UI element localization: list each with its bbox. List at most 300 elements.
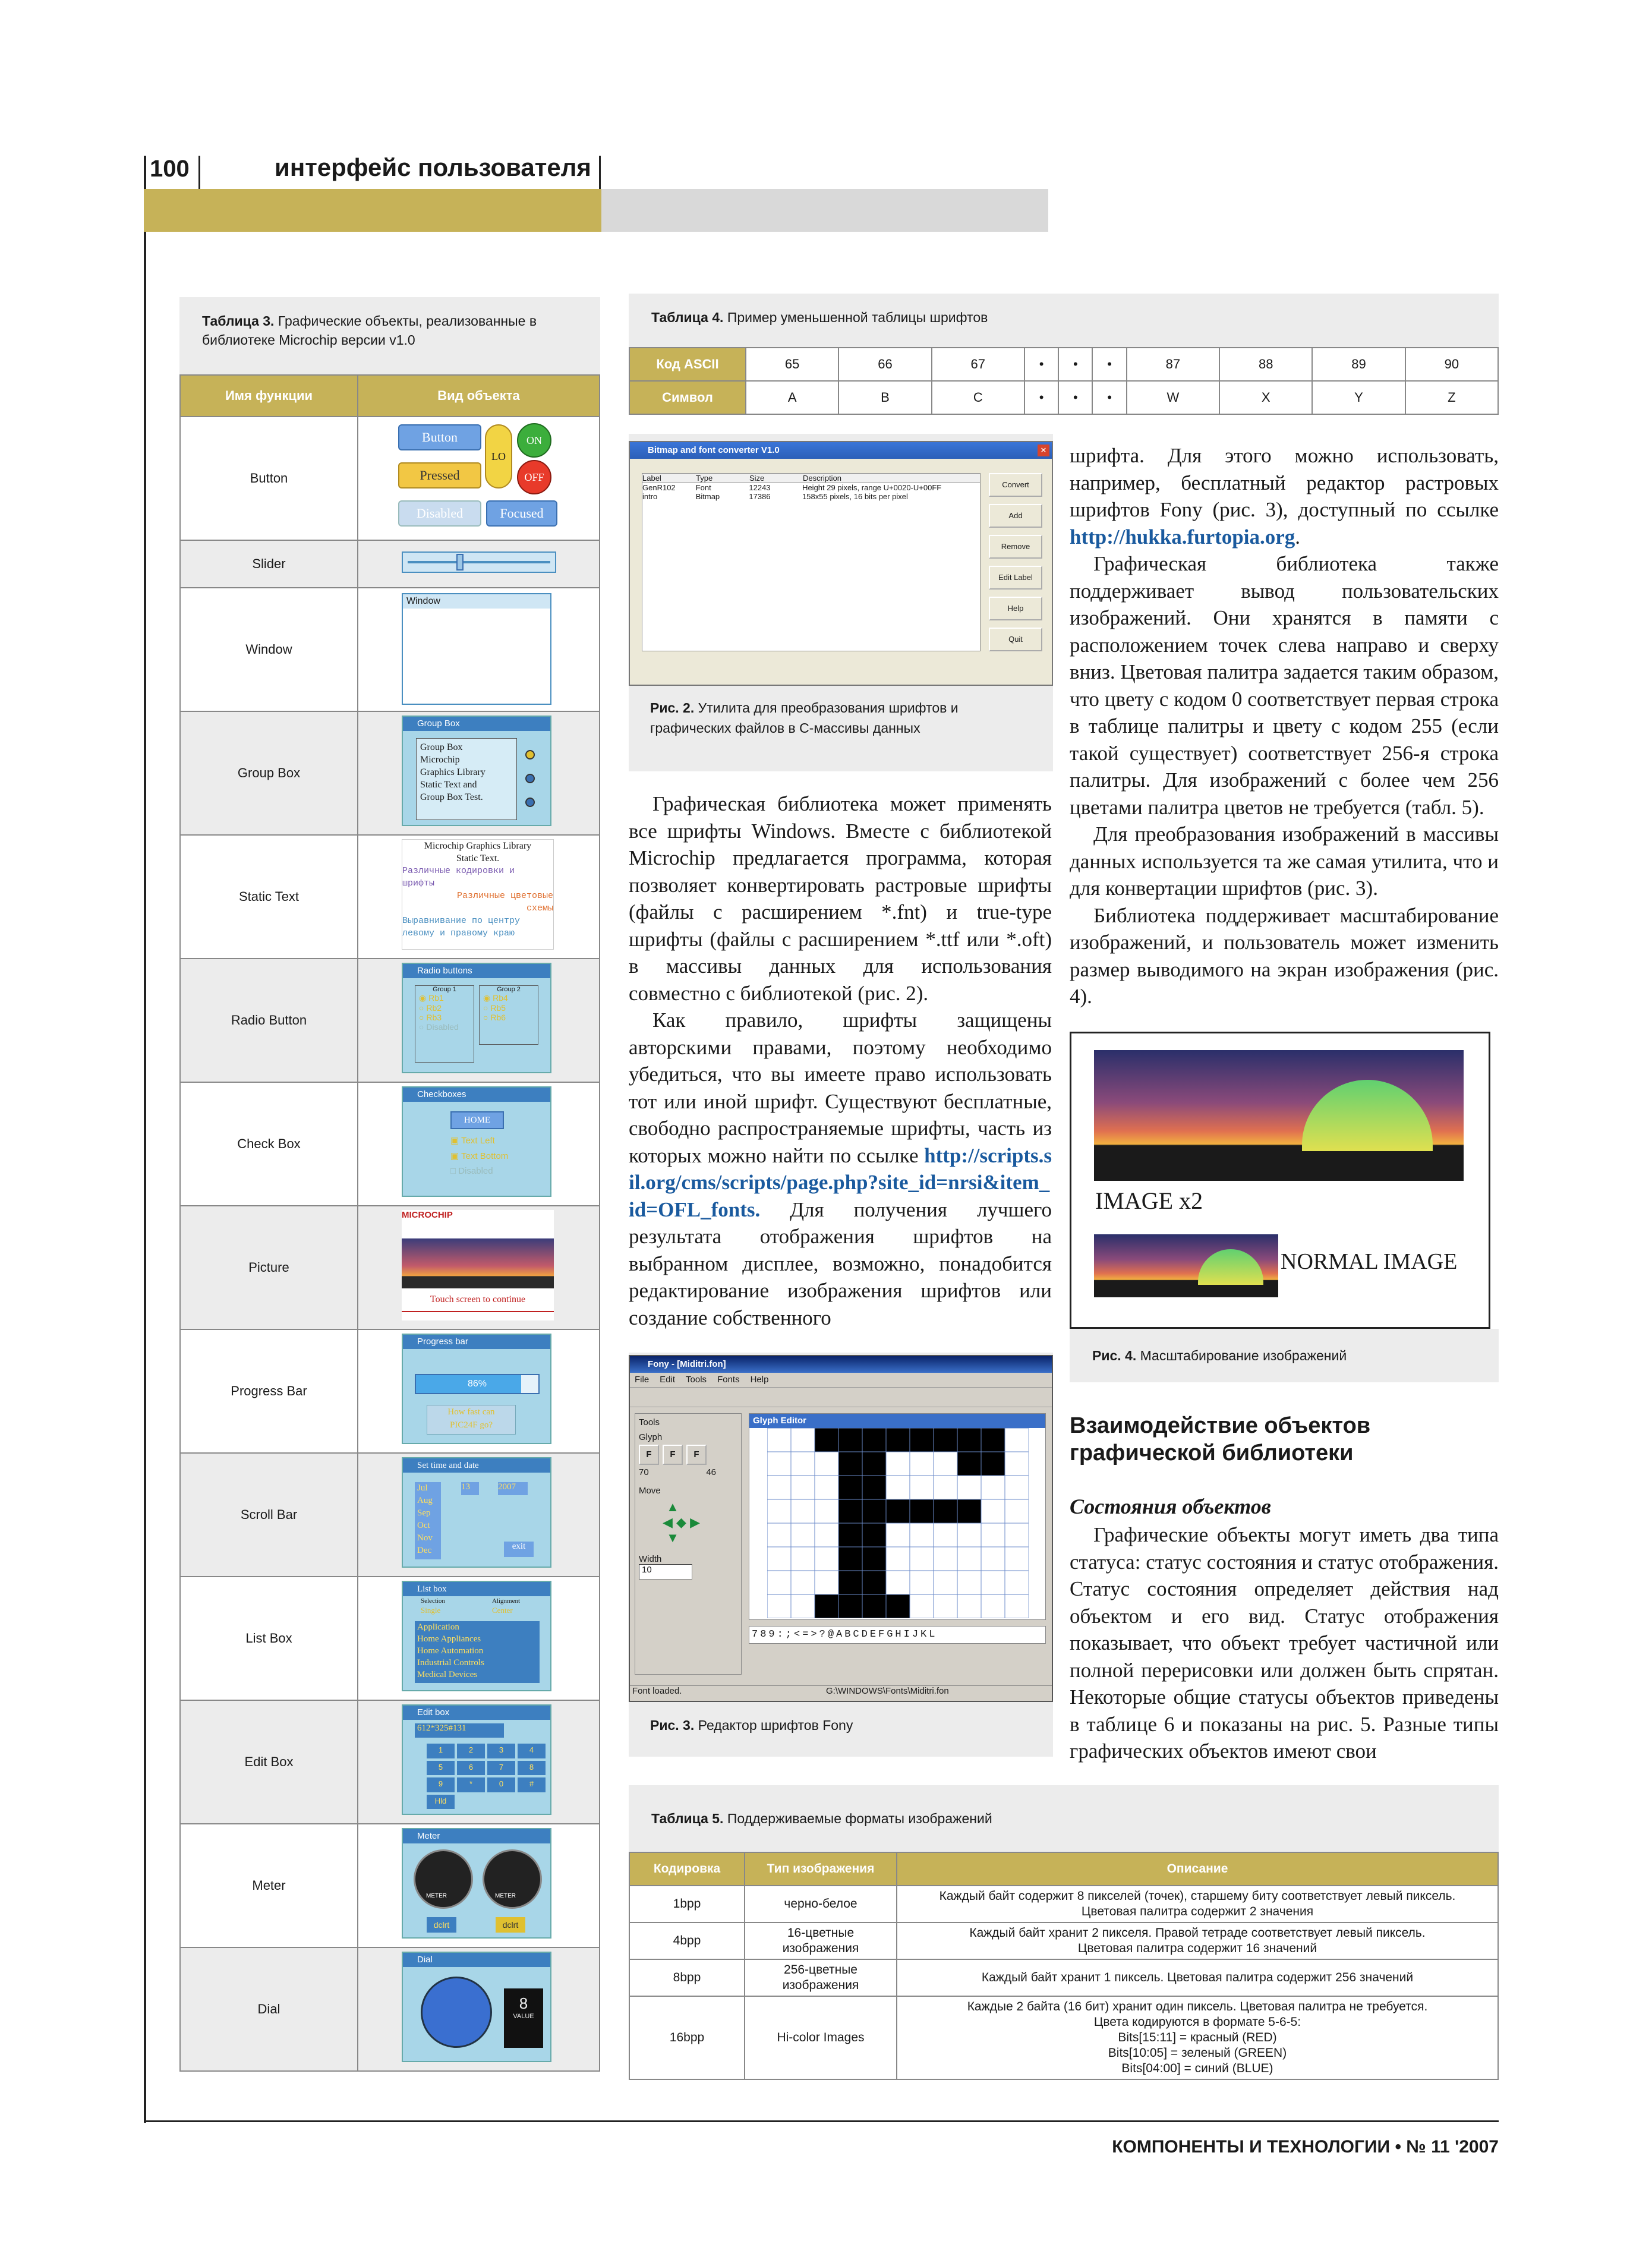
table3-func-name: Static Text bbox=[180, 835, 358, 959]
glyph-pixel[interactable] bbox=[910, 1547, 934, 1571]
glyph-strip[interactable]: 789:;<=>?@ABCDEFGHIJKL bbox=[749, 1626, 1046, 1644]
glyph-pixel[interactable] bbox=[791, 1476, 815, 1499]
editbox-value: 612*325#131 bbox=[415, 1723, 504, 1738]
table5-desc-line: Каждый байт хранит 2 пикселя. Правой тетраде соответствует левый пиксель. bbox=[969, 1926, 1426, 1940]
window-title: Window bbox=[403, 594, 550, 609]
table4-cell: • bbox=[1092, 381, 1126, 414]
glyph-pixel[interactable] bbox=[957, 1428, 981, 1452]
table4-row2-label: Символ bbox=[629, 381, 746, 414]
table4-cell: B bbox=[838, 381, 931, 414]
glyph-editor[interactable] bbox=[749, 1413, 1046, 1620]
glyph-pixel[interactable] bbox=[957, 1452, 981, 1476]
fig3-tools-label: Tools bbox=[639, 1417, 660, 1427]
table5-desc-line: Каждые 2 байта (16 бит) хранит один пиксель. Цветовая палитра не требуется. bbox=[967, 2000, 1428, 2013]
scroll-day: 13 bbox=[461, 1482, 479, 1495]
widget-statictext bbox=[402, 839, 554, 950]
table5-desc-line: Каждый байт содержит 8 пикселей (точек), старшему биту соответствует левый пиксель. bbox=[939, 1889, 1456, 1903]
glyph-pixel[interactable] bbox=[934, 1428, 957, 1452]
table4 bbox=[629, 347, 1499, 415]
table5-caption bbox=[629, 1785, 1499, 1852]
progress-note-2: PIC24F go? bbox=[449, 1420, 493, 1430]
fig3-caption-text: Редактор шрифтов Fony bbox=[698, 1717, 853, 1733]
radio-disabled: ○ Disabled bbox=[419, 1022, 459, 1032]
glyph-pixel[interactable] bbox=[838, 1523, 862, 1547]
glyph-pixel[interactable] bbox=[815, 1428, 838, 1452]
meter-gauge-1 bbox=[414, 1849, 473, 1909]
fig3-window bbox=[629, 1355, 1053, 1702]
glyph-pixel[interactable] bbox=[767, 1476, 791, 1499]
table5-caption-label: Таблица 5. bbox=[651, 1811, 724, 1826]
move-arrows-icon[interactable]: ▲ ◀ ◆ ▶ ▼ bbox=[663, 1499, 700, 1545]
editbox-titlebar: Edit box bbox=[403, 1706, 550, 1720]
glyph-pixel[interactable] bbox=[957, 1594, 981, 1618]
table5-row bbox=[629, 1959, 1498, 1996]
glyph-pixel[interactable] bbox=[838, 1476, 862, 1499]
table5-col-desc: Описание bbox=[897, 1852, 1498, 1886]
table5-desc-line: Цвета кодируются в формате 5-6-5: bbox=[1093, 2015, 1301, 2029]
table5-desc-line: Цветовая палитра содержит 16 значений bbox=[1077, 1941, 1317, 1955]
dial-value: 8 bbox=[519, 1994, 528, 2012]
radio-titlebar: Radio buttons bbox=[403, 964, 550, 978]
table3-col-view: Вид объекта bbox=[358, 375, 600, 417]
table5-row bbox=[629, 1886, 1498, 1922]
scroll-exit: exit bbox=[504, 1542, 534, 1557]
glyph-pixel[interactable] bbox=[838, 1594, 862, 1618]
glyph-pixel[interactable] bbox=[886, 1594, 910, 1618]
glyph-grid[interactable] bbox=[767, 1428, 1029, 1618]
table-row[interactable] bbox=[642, 492, 980, 501]
glyph-pixel[interactable] bbox=[981, 1523, 1005, 1547]
groupbox-line-2: Graphics Library bbox=[420, 767, 485, 777]
glyph-pixel[interactable] bbox=[815, 1476, 838, 1499]
menu-item-file[interactable]: File bbox=[635, 1375, 650, 1385]
glyph-pixel[interactable] bbox=[791, 1571, 815, 1594]
glyph-pixel[interactable] bbox=[791, 1594, 815, 1618]
table3-caption-label: Таблица 3. bbox=[202, 313, 275, 329]
glyph-pixel[interactable] bbox=[934, 1571, 957, 1594]
glyph-pixel[interactable] bbox=[862, 1476, 886, 1499]
header-band-gray bbox=[601, 189, 1048, 232]
table3-func-name: Scroll Bar bbox=[180, 1453, 358, 1577]
glyph-pixel[interactable] bbox=[815, 1547, 838, 1571]
keypad-key: 5 bbox=[427, 1761, 455, 1776]
fig3-width-label: Width bbox=[639, 1554, 662, 1564]
scroll-month: Oct bbox=[417, 1521, 430, 1530]
checkbox-1: ▣ Text Left bbox=[450, 1136, 495, 1146]
groupbox-line-3: Static Text and bbox=[420, 780, 477, 790]
glyph-pixel[interactable] bbox=[767, 1571, 791, 1594]
listbox-items bbox=[415, 1621, 540, 1683]
dial-knob bbox=[421, 1977, 492, 2048]
table5-caption-text: Поддерживаемые форматы изображений bbox=[727, 1811, 992, 1826]
keypad-key: # bbox=[518, 1777, 546, 1792]
keypad-key: 3 bbox=[487, 1744, 515, 1758]
table3-func-name: Dial bbox=[180, 1947, 358, 2071]
glyph-pixel[interactable] bbox=[886, 1547, 910, 1571]
fig2-title: Bitmap and font converter V1.0 bbox=[630, 442, 1052, 459]
table3-func-name: List Box bbox=[180, 1577, 358, 1700]
glyph-pixel[interactable] bbox=[791, 1452, 815, 1476]
glyph-pixel[interactable] bbox=[838, 1452, 862, 1476]
glyph-pixel[interactable] bbox=[886, 1499, 910, 1523]
keypad-key: 7 bbox=[487, 1761, 515, 1776]
glyph-pixel[interactable] bbox=[815, 1452, 838, 1476]
fig2-help-button[interactable]: Help bbox=[989, 597, 1042, 620]
fig2-convert-button[interactable]: Convert bbox=[989, 473, 1042, 497]
glyph-pixel[interactable] bbox=[767, 1428, 791, 1452]
glyph-pixel[interactable] bbox=[862, 1428, 886, 1452]
glyph-pixel[interactable] bbox=[838, 1571, 862, 1594]
table5-enc: 1bpp bbox=[629, 1886, 745, 1922]
scroll-titlebar: Set time and date bbox=[403, 1458, 550, 1473]
fig3-glyph-num-1: 70 bbox=[639, 1467, 649, 1477]
right-column-text-2 bbox=[1070, 1521, 1499, 1765]
fig3-caption bbox=[650, 1715, 1030, 1735]
menu-item-help[interactable]: Help bbox=[750, 1375, 769, 1385]
glyph-pixel[interactable] bbox=[910, 1428, 934, 1452]
glyph-pixel[interactable] bbox=[910, 1523, 934, 1547]
glyph-pixel[interactable] bbox=[910, 1499, 934, 1523]
header-divider bbox=[198, 156, 200, 189]
groupbox-dot bbox=[525, 750, 535, 759]
glyph-pixel[interactable] bbox=[910, 1476, 934, 1499]
table4-cell: A bbox=[746, 381, 838, 414]
glyph-pixel[interactable] bbox=[767, 1452, 791, 1476]
groupbox-line-1: Microchip bbox=[420, 755, 460, 765]
st-line-1: Microchip Graphics Library bbox=[424, 841, 532, 851]
list-item: Home Automation bbox=[417, 1646, 484, 1656]
font-button[interactable]: F bbox=[686, 1445, 707, 1465]
mid-para-2 bbox=[629, 1007, 1052, 1331]
glyph-pixel[interactable] bbox=[886, 1428, 910, 1452]
listbox-titlebar: List box bbox=[403, 1582, 550, 1596]
fig3-status-right: G:\WINDOWS\Fonts\Miditri.fon bbox=[826, 1686, 949, 1696]
fony-link[interactable]: http://hukka.furtopia.org bbox=[1070, 525, 1295, 549]
mid-para-2a: Как правило, шрифты защищены авторскими правами, поэтому необходимо убедиться, что вы имеете право использовать тот или иной шрифт. Существуют бесплатные, свободно распространяемые шрифты, часть из которых можно найти по ссылке bbox=[629, 1008, 1052, 1167]
list-item: Industrial Controls bbox=[417, 1658, 484, 1668]
fig2-edit-label-button[interactable]: Edit Label bbox=[989, 566, 1042, 590]
table4-cell: X bbox=[1219, 381, 1312, 414]
glyph-pixel[interactable] bbox=[1005, 1547, 1029, 1571]
table3-func-name: Radio Button bbox=[180, 959, 358, 1082]
st-line-3: Различные кодировки и bbox=[402, 866, 515, 876]
table5-enc: 16bpp bbox=[629, 1996, 745, 2079]
glyph-pixel[interactable] bbox=[1005, 1499, 1029, 1523]
keypad-key: 2 bbox=[457, 1744, 485, 1758]
glyph-pixel[interactable] bbox=[910, 1452, 934, 1476]
glyph-pixel[interactable] bbox=[815, 1594, 838, 1618]
glyph-pixel[interactable] bbox=[934, 1523, 957, 1547]
progress-value: 86% bbox=[467, 1379, 487, 1389]
table4-cell: 87 bbox=[1127, 348, 1219, 381]
table3-func-name: Progress Bar bbox=[180, 1329, 358, 1453]
glyph-pixel[interactable] bbox=[838, 1428, 862, 1452]
fig3-statusbar bbox=[630, 1685, 1052, 1701]
fig2-col-size: Size bbox=[749, 474, 765, 483]
radio-rb5: ○ Rb5 bbox=[483, 1003, 506, 1013]
widget-meter bbox=[402, 1828, 551, 1939]
table3-func-name: Picture bbox=[180, 1206, 358, 1329]
glyph-pixel[interactable] bbox=[791, 1523, 815, 1547]
glyph-pixel[interactable] bbox=[767, 1594, 791, 1618]
fig4-caption bbox=[1070, 1329, 1499, 1382]
right-para-4: Библиотека поддерживает масштабирование изображений, и пользователь может изменить размер выводимого на экран изображения (рис. 4). bbox=[1070, 903, 1499, 1008]
glyph-pixel[interactable] bbox=[862, 1499, 886, 1523]
table5 bbox=[629, 1852, 1499, 2080]
font-button[interactable]: F bbox=[663, 1445, 683, 1465]
picture-caption: Touch screen to continue bbox=[402, 1294, 554, 1312]
fig2-quit-button[interactable]: Quit bbox=[989, 628, 1042, 651]
glyph-pixel[interactable] bbox=[1005, 1594, 1029, 1618]
keypad-key: * bbox=[457, 1777, 485, 1792]
fig2-remove-button[interactable]: Remove bbox=[989, 535, 1042, 559]
radio-rb1-label: Rb1 bbox=[428, 993, 444, 1003]
slider-track bbox=[408, 561, 550, 563]
glyph-pixel[interactable] bbox=[934, 1547, 957, 1571]
fig2-list[interactable] bbox=[642, 473, 981, 651]
widget-listbox bbox=[402, 1581, 551, 1691]
dial-readout bbox=[504, 1988, 543, 2048]
table5-desc bbox=[897, 1996, 1498, 2079]
widget-picture bbox=[402, 1210, 554, 1320]
groupbox-dot bbox=[525, 774, 535, 783]
checkbox-3-label: Disabled bbox=[458, 1166, 493, 1176]
menu-item-fonts[interactable]: Fonts bbox=[717, 1375, 740, 1385]
demo-on-button: ON bbox=[517, 423, 551, 458]
glyph-pixel[interactable] bbox=[957, 1499, 981, 1523]
keypad-key: 9 bbox=[427, 1777, 455, 1792]
widget-button bbox=[398, 421, 559, 534]
font-button[interactable]: F bbox=[639, 1445, 659, 1465]
scroll-month: Dec bbox=[417, 1546, 432, 1555]
glyph-pixel[interactable] bbox=[981, 1476, 1005, 1499]
fig4-caption-label: Рис. 4. bbox=[1092, 1348, 1137, 1363]
glyph-pixel[interactable] bbox=[1005, 1428, 1029, 1452]
editbox-keypad bbox=[427, 1744, 546, 1809]
fig2-buttons bbox=[989, 473, 1042, 658]
glyph-pixel[interactable] bbox=[1005, 1571, 1029, 1594]
glyph-pixel[interactable] bbox=[981, 1499, 1005, 1523]
glyph-pixel[interactable] bbox=[791, 1547, 815, 1571]
progress-bar bbox=[415, 1374, 540, 1394]
glyph-pixel[interactable] bbox=[767, 1547, 791, 1571]
table5-enc: 8bpp bbox=[629, 1959, 745, 1996]
glyph-pixel[interactable] bbox=[791, 1499, 815, 1523]
glyph-pixel[interactable] bbox=[886, 1452, 910, 1476]
table4-caption-label: Таблица 4. bbox=[651, 310, 724, 325]
radio-rb4: ◉ Rb4 bbox=[483, 993, 508, 1003]
table-row[interactable] bbox=[642, 483, 980, 492]
glyph-pixel[interactable] bbox=[981, 1547, 1005, 1571]
progress-note-1: How fast can bbox=[447, 1407, 495, 1417]
mid-para-1: Графическая библиотека может применять все шрифты Windows. Вместе с библиотекой Microchip предлагается программа, которая позволяет конвертировать растровые шрифты (файлы с расширением *.fnt) и true-type шрифты (файлы с расширением *.ttf или *.oft) в массивы данных для использования совместно с библиотекой (рис. 2). bbox=[629, 792, 1052, 1005]
glyph-pixel[interactable] bbox=[838, 1499, 862, 1523]
table4-cell: • bbox=[1092, 348, 1126, 381]
table3-func-name: Edit Box bbox=[180, 1700, 358, 1824]
radio-disabled-label: Disabled bbox=[426, 1022, 459, 1032]
glyph-pixel[interactable] bbox=[1005, 1476, 1029, 1499]
glyph-pixel[interactable] bbox=[934, 1476, 957, 1499]
table5-desc-line: Цветовая палитра содержит 2 значения bbox=[1081, 1905, 1314, 1918]
menu-item-edit[interactable]: Edit bbox=[660, 1375, 676, 1385]
glyph-pixel[interactable] bbox=[815, 1571, 838, 1594]
groupbox-inner bbox=[416, 738, 517, 820]
keypad-key: 4 bbox=[518, 1744, 546, 1758]
fig2-cell: GenR102 bbox=[642, 483, 676, 492]
fig4-dome-small bbox=[1198, 1249, 1263, 1285]
fig2-list-header bbox=[642, 474, 980, 483]
ofl-link[interactable]: http://scripts.sil.org/cms/scripts/page.php?site_id=nrsi&item_id=OFL_fonts. bbox=[629, 1143, 1052, 1221]
glyph-pixel[interactable] bbox=[910, 1571, 934, 1594]
glyph-pixel[interactable] bbox=[957, 1571, 981, 1594]
glyph-pixel[interactable] bbox=[862, 1452, 886, 1476]
scroll-year: 2007 bbox=[498, 1482, 528, 1495]
glyph-pixel[interactable] bbox=[815, 1499, 838, 1523]
checkbox-titlebar: Checkboxes bbox=[403, 1088, 550, 1102]
table3-func-name: Slider bbox=[180, 540, 358, 588]
dial-titlebar: Dial bbox=[403, 1953, 550, 1967]
table4-cell: 67 bbox=[932, 348, 1024, 381]
fig3-glyph-label: Glyph bbox=[639, 1432, 663, 1442]
table5-col-enc: Кодировка bbox=[629, 1852, 745, 1886]
glyph-pixel[interactable] bbox=[862, 1547, 886, 1571]
progress-note bbox=[427, 1405, 516, 1435]
radio-rb2-label: Rb2 bbox=[426, 1003, 442, 1013]
table5-row bbox=[629, 1922, 1498, 1959]
table4-cell: 89 bbox=[1312, 348, 1405, 381]
groupbox-inner-title: Group Box bbox=[420, 742, 463, 752]
glyph-pixel[interactable] bbox=[981, 1571, 1005, 1594]
fig3-glyph-num-2: 46 bbox=[706, 1467, 716, 1477]
glyph-pixel[interactable] bbox=[957, 1476, 981, 1499]
section-title: интерфейс пользователя bbox=[275, 153, 591, 181]
glyph-pixel[interactable] bbox=[934, 1499, 957, 1523]
fig3-toolbar bbox=[630, 1387, 1052, 1407]
meter-btn-2: dclrt bbox=[496, 1917, 525, 1933]
page-number: 100 bbox=[150, 156, 190, 182]
glyph-pixel[interactable] bbox=[981, 1594, 1005, 1618]
close-icon[interactable]: ✕ bbox=[1038, 445, 1049, 456]
glyph-pixel[interactable] bbox=[934, 1452, 957, 1476]
glyph-pixel[interactable] bbox=[862, 1594, 886, 1618]
glyph-pixel[interactable] bbox=[791, 1428, 815, 1452]
glyph-pixel[interactable] bbox=[910, 1594, 934, 1618]
scroll-month: Nov bbox=[417, 1533, 433, 1543]
demo-button: Button bbox=[398, 424, 481, 450]
subsection-heading: Состояния объектов bbox=[1070, 1495, 1271, 1518]
glyph-pixel[interactable] bbox=[815, 1523, 838, 1547]
glyph-pixel[interactable] bbox=[1005, 1452, 1029, 1476]
width-input[interactable]: 10 bbox=[639, 1564, 692, 1580]
fig2-cell: Font bbox=[695, 483, 711, 492]
fig2-cell: 158x55 pixels, 16 bits per pixel bbox=[802, 492, 908, 501]
fig4-label-normal: NORMAL IMAGE bbox=[1281, 1249, 1458, 1274]
meter-label-2: METER bbox=[495, 1893, 516, 1899]
fig2-add-button[interactable]: Add bbox=[989, 504, 1042, 528]
widget-dial bbox=[402, 1952, 551, 2062]
fig4-dome bbox=[1302, 1080, 1433, 1151]
radio-rb5-label: Rb5 bbox=[490, 1003, 506, 1013]
fig2-cell: 12243 bbox=[749, 483, 771, 492]
list-item: Application bbox=[417, 1622, 459, 1632]
st-line-5: Различные цветовые bbox=[456, 891, 553, 901]
widget-window bbox=[402, 593, 551, 705]
table4-cell: • bbox=[1024, 381, 1058, 414]
table5-desc-line: Bits[04:00] = синий (BLUE) bbox=[1121, 2062, 1273, 2075]
glyph-pixel[interactable] bbox=[862, 1571, 886, 1594]
list-item: Medical Devices bbox=[417, 1670, 478, 1679]
radio-rb3-label: Rb3 bbox=[426, 1013, 442, 1022]
table4-cell: Y bbox=[1312, 381, 1405, 414]
table5-desc-line: Bits[15:11] = красный (RED) bbox=[1118, 2031, 1277, 2044]
radio-rb4-label: Rb4 bbox=[493, 993, 508, 1003]
checkbox-home: HOME bbox=[450, 1111, 504, 1129]
radio-group-1 bbox=[415, 985, 474, 1063]
menu-item-tools[interactable]: Tools bbox=[686, 1375, 707, 1385]
glyph-pixel[interactable] bbox=[981, 1452, 1005, 1476]
fig3-move-label: Move bbox=[639, 1486, 661, 1496]
fig3-tools-panel bbox=[635, 1413, 742, 1675]
keypad-key: 8 bbox=[518, 1761, 546, 1776]
right-para-1a: шрифта. Для этого можно использовать, например, бесплатный редактор растровых шрифтов Fony (рис. 3), доступный по ссылке bbox=[1070, 444, 1499, 521]
scroll-month: Jul bbox=[417, 1483, 428, 1493]
picture-logo: MICROCHIP bbox=[402, 1210, 453, 1220]
glyph-pixel[interactable] bbox=[957, 1547, 981, 1571]
right-para-2: Графическая библиотека также поддерживает вывод пользовательских изображений. Они хранятся в памяти с расположением точек слева направо и сверху вниз. Цветовая палитра задается таким образом, что цвету с кодом 0 соответствует первая строка в таблице палитры и цвету с кодом 255 (если такой существует) соответствует 256-я строка палитры. Для изображений с более чем 256 цветами палитра цветов не требуется (табл. 5). bbox=[1070, 552, 1499, 819]
glyph-pixel[interactable] bbox=[1005, 1523, 1029, 1547]
checkbox-2: ▣ Text Bottom bbox=[450, 1151, 509, 1161]
table5-desc-line: Bits[10:05] = зеленый (GREEN) bbox=[1108, 2046, 1287, 2060]
table3-func-name: Group Box bbox=[180, 711, 358, 835]
glyph-pixel[interactable] bbox=[981, 1428, 1005, 1452]
fig3-caption-label: Рис. 3. bbox=[650, 1717, 695, 1733]
fig2-caption bbox=[650, 698, 1030, 738]
glyph-pixel[interactable] bbox=[886, 1523, 910, 1547]
glyph-pixel[interactable] bbox=[862, 1523, 886, 1547]
right-column-text bbox=[1070, 442, 1499, 1010]
right-para-1b: . bbox=[1295, 525, 1300, 549]
footer-rule bbox=[144, 2120, 1499, 2122]
list-item: Home Appliances bbox=[417, 1634, 481, 1644]
widget-checkbox bbox=[402, 1086, 551, 1197]
glyph-pixel[interactable] bbox=[957, 1523, 981, 1547]
fig4-image-large bbox=[1094, 1050, 1464, 1181]
glyph-pixel[interactable] bbox=[767, 1523, 791, 1547]
glyph-pixel[interactable] bbox=[838, 1547, 862, 1571]
table4-cell: W bbox=[1127, 381, 1219, 414]
footer-text: КОМПОНЕНТЫ И ТЕХНОЛОГИИ • № 11 '2007 bbox=[1112, 2137, 1499, 2157]
fig2-col-type: Type bbox=[696, 474, 713, 483]
scroll-month: Sep bbox=[417, 1508, 431, 1518]
listbox-center: Center bbox=[492, 1606, 513, 1615]
listbox-align-label: Alignment bbox=[492, 1597, 521, 1605]
table3-func-name: Check Box bbox=[180, 1082, 358, 1206]
glyph-pixel[interactable] bbox=[767, 1499, 791, 1523]
glyph-pixel[interactable] bbox=[886, 1571, 910, 1594]
fig3-title: Fony - [Miditri.fon] bbox=[630, 1356, 1052, 1373]
glyph-pixel[interactable] bbox=[934, 1594, 957, 1618]
radio-rb6-label: Rb6 bbox=[490, 1013, 506, 1022]
table4-cell: 90 bbox=[1405, 348, 1498, 381]
fig3-glyph-nums bbox=[639, 1467, 716, 1477]
progress-titlebar: Progress bar bbox=[403, 1335, 550, 1349]
glyph-pixel[interactable] bbox=[886, 1476, 910, 1499]
table4-caption-text: Пример уменьшенной таблицы шрифтов bbox=[727, 310, 988, 325]
fig2-col-label: Label bbox=[642, 474, 661, 483]
scroll-month: Aug bbox=[417, 1496, 433, 1505]
table5-row bbox=[629, 1996, 1498, 2079]
checkbox-2-label: Text Bottom bbox=[461, 1151, 509, 1161]
